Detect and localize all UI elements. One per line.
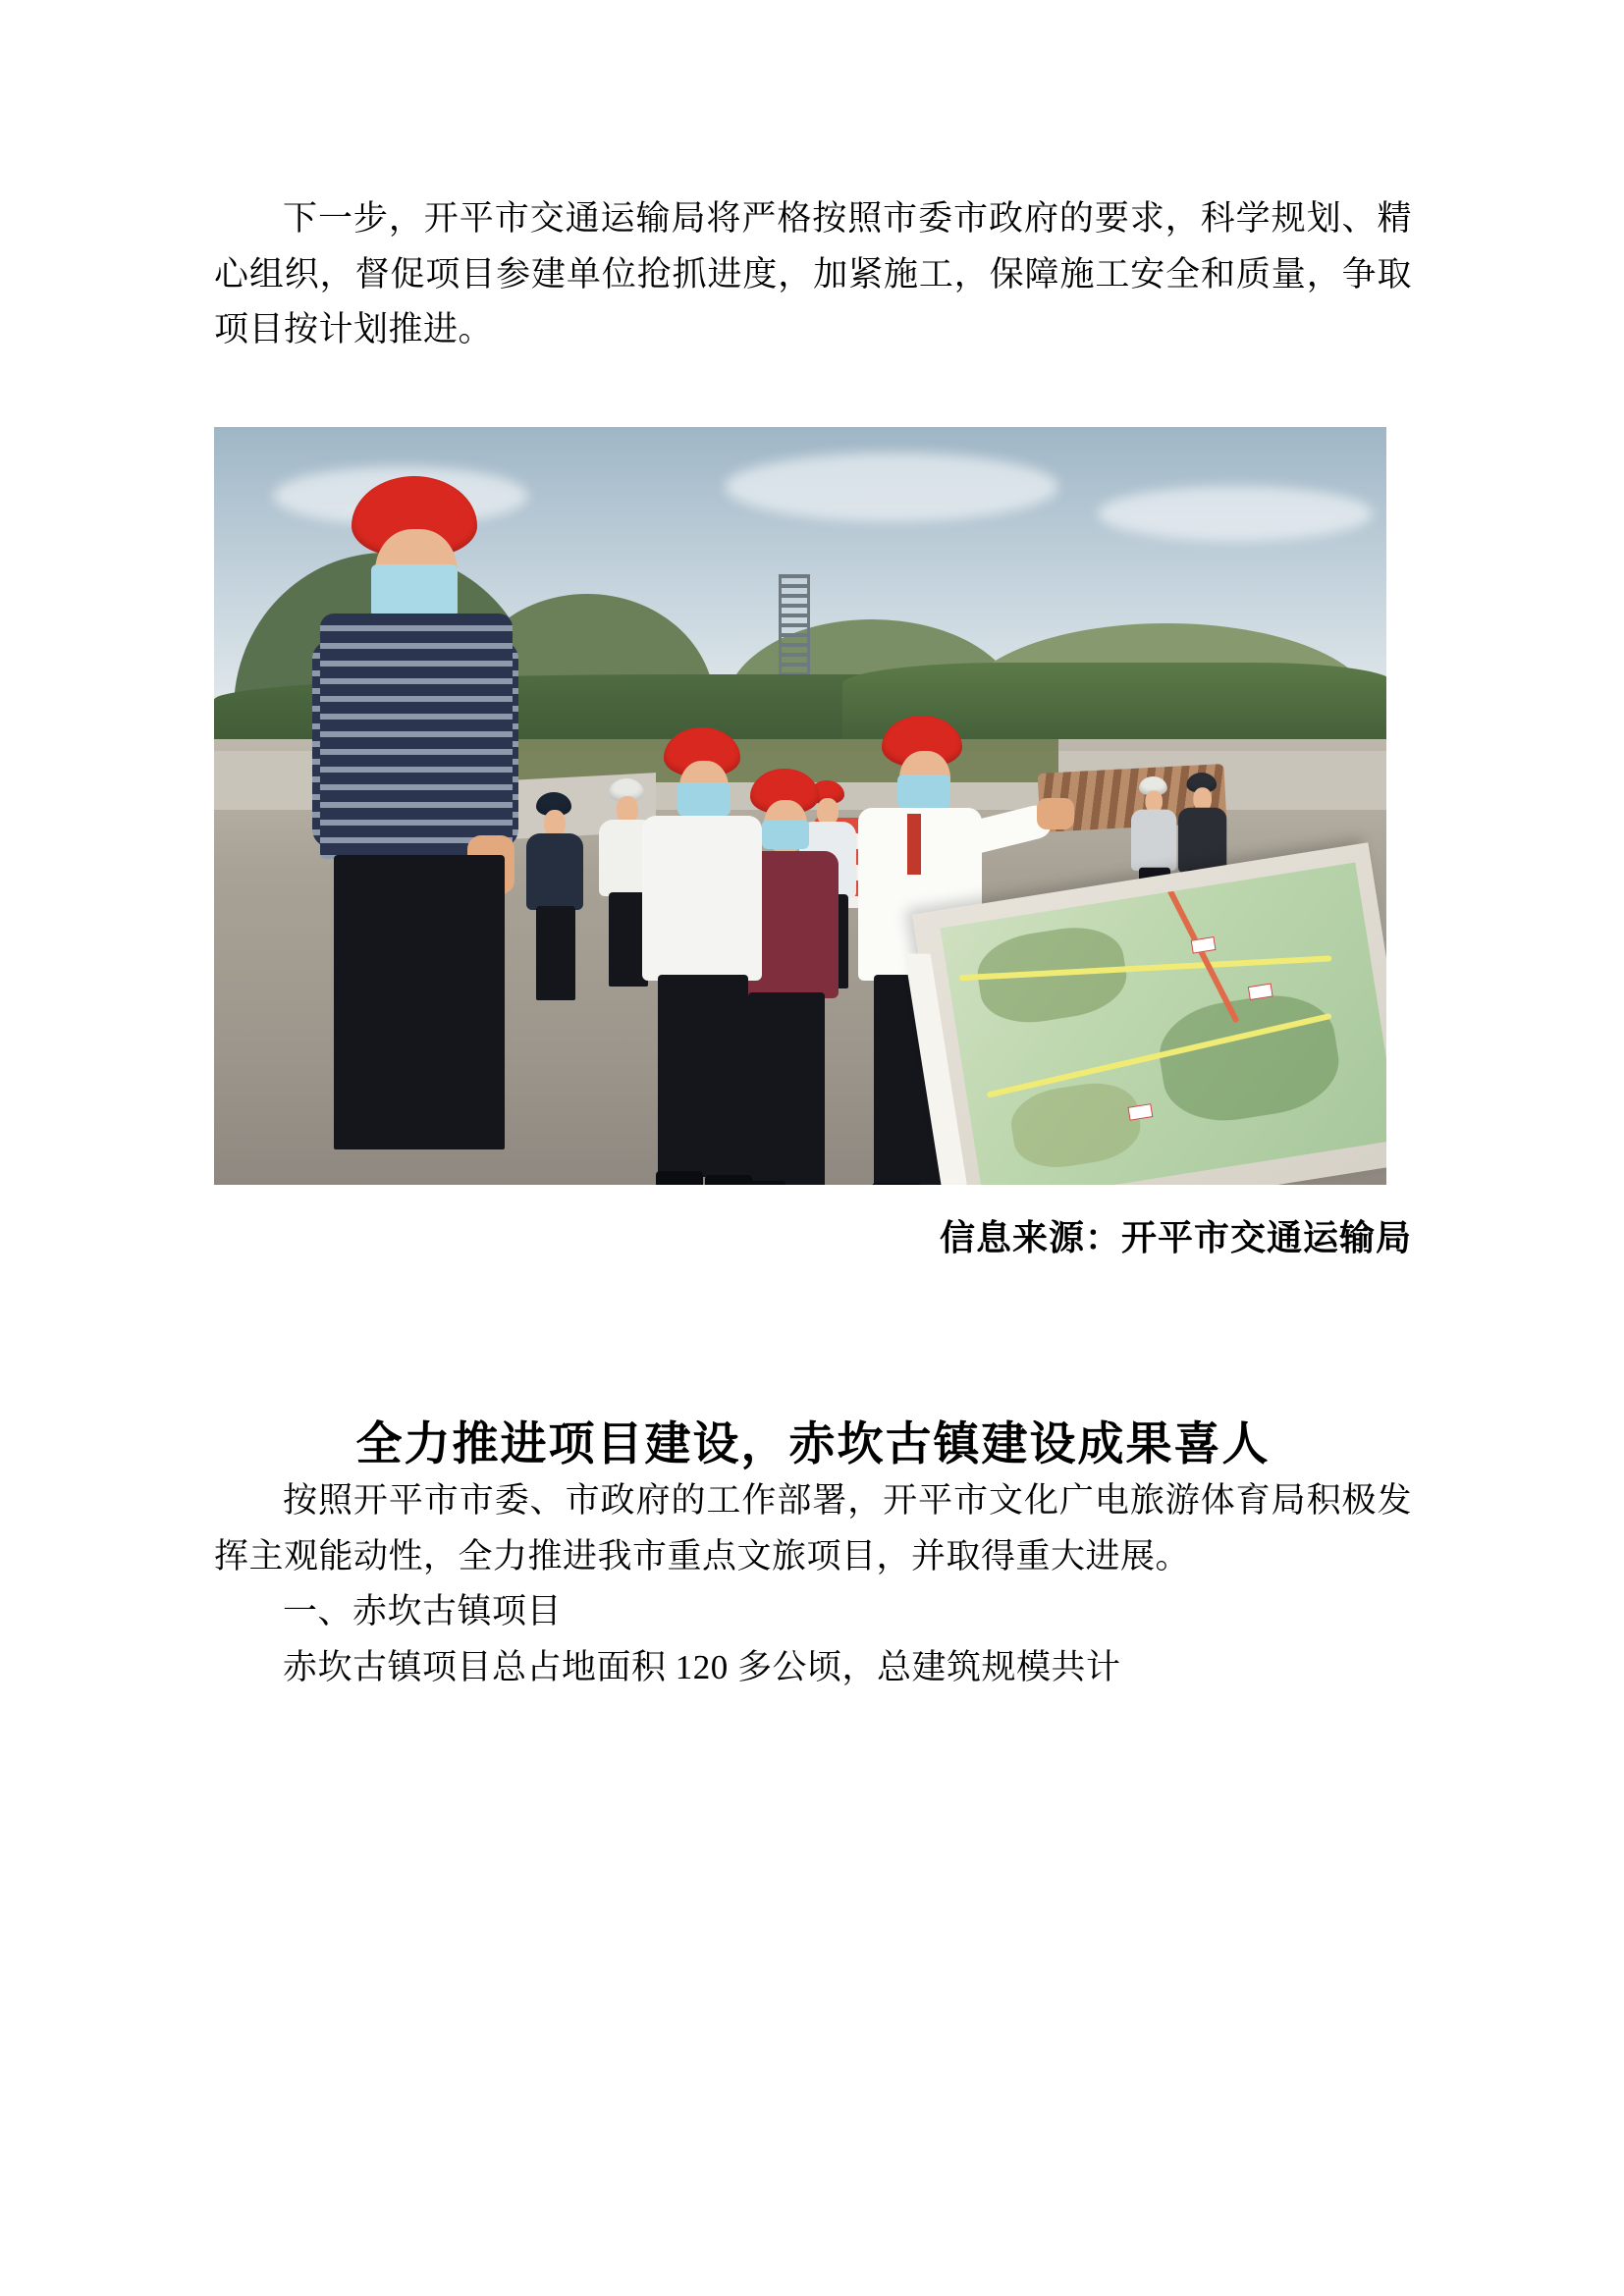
hand (1037, 798, 1074, 829)
torso (320, 614, 513, 859)
legs (748, 992, 825, 1185)
photo-canvas (214, 427, 1386, 1185)
figure-caption: 信息来源：开平市交通运输局 (939, 1218, 1412, 1258)
torso (642, 816, 762, 981)
legs (658, 975, 748, 1177)
map-area (1006, 1077, 1145, 1174)
document-body (214, 191, 1412, 1696)
face-mask (677, 782, 731, 816)
necktie (907, 814, 921, 875)
shoe (656, 1171, 703, 1185)
face-mask (897, 774, 950, 808)
paragraph-deployment: 按照开平市市委、市政府的工作部署，开平市文化广电旅游体育局积极发挥主观能动性，全力推进我市重点文旅项目，并取得重大进展。 (214, 1481, 1412, 1575)
shoe (705, 1175, 752, 1185)
transmission-tower (779, 574, 810, 690)
map-area (1153, 987, 1346, 1131)
paragraph-next-step: 下一步，开平市交通运输局将严格按照市委市政府的要求，科学规划、精心组织，督促项目参建单位抢抓进度，加紧施工，保障施工安全和质量，争取项目按计划推进。 (214, 199, 1412, 349)
face-mask (762, 820, 809, 849)
shoe (872, 1183, 921, 1185)
site-inspection-photo (214, 427, 1386, 1185)
torso (1131, 810, 1176, 871)
paragraph-section-one: 一、赤坎古镇项目 (283, 1592, 563, 1631)
map-label (1191, 936, 1217, 954)
legs (536, 906, 575, 1000)
legs (334, 855, 505, 1149)
cloud-icon (725, 453, 1058, 521)
map-label (1127, 1103, 1153, 1121)
face-mask (371, 564, 458, 617)
planning-map (941, 863, 1386, 1185)
torso (526, 833, 583, 910)
torso (1178, 808, 1226, 873)
article-title: 全力推进项目建设，赤坎古镇建设成果喜人 (355, 1419, 1271, 1471)
paragraph-project-scale: 赤坎古镇项目总占地面积 120 多公顷，总建筑规模共计 (283, 1648, 1121, 1687)
cloud-icon (1098, 486, 1373, 541)
shoe (746, 1181, 785, 1185)
map-road (1123, 863, 1240, 1024)
